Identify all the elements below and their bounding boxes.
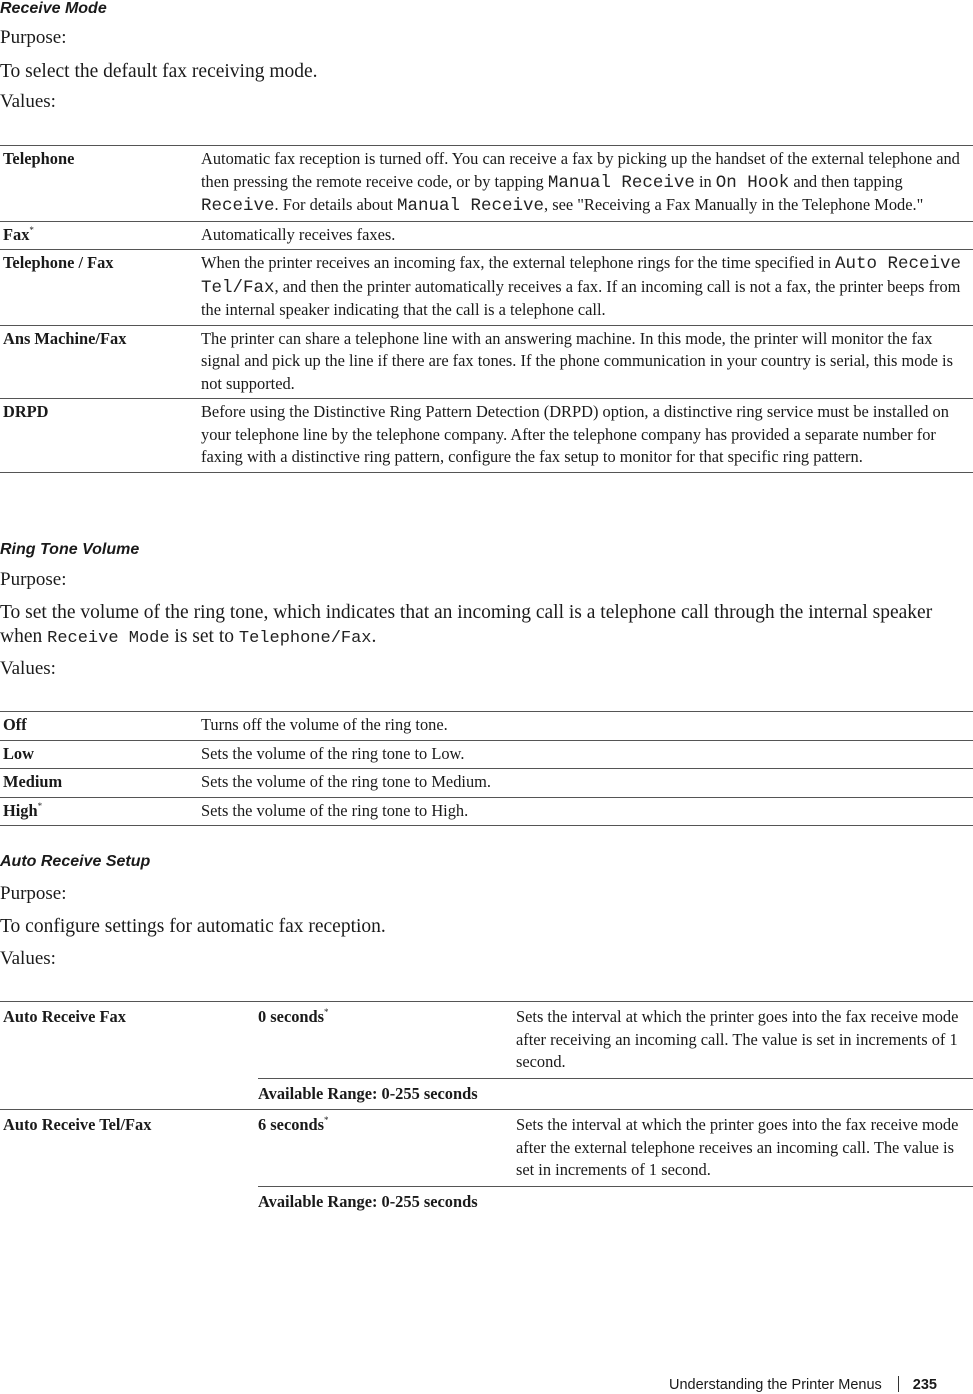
table-row xyxy=(0,797,973,826)
value-description: Turns off the volume of the ring tone. xyxy=(201,712,973,741)
setting-name: Auto Receive Fax xyxy=(3,1007,126,1026)
table-row xyxy=(0,1002,973,1079)
value-key: Fax* xyxy=(0,221,201,250)
value-description: Sets the volume of the ring tone to Medium. xyxy=(201,769,973,798)
values-label: Values: xyxy=(0,91,56,112)
purpose-text: To select the default fax receiving mode. xyxy=(0,61,318,82)
footer-divider xyxy=(898,1376,899,1392)
value-key: Medium xyxy=(0,769,201,798)
section-heading-receive-mode: Receive Mode xyxy=(0,0,107,17)
value-key: Off xyxy=(0,712,201,741)
default-marker: * xyxy=(324,1115,329,1125)
setting-name: Auto Receive Tel/Fax xyxy=(3,1115,152,1134)
value-description: When the printer receives an incoming fax, the external telephone rings for the time specified in Auto Receive Tel/Fax, and then the printer automatically receives a fax. If an incoming call is not a fax, the printer beeps from the internal speaker indicating that the call is a telephone call. xyxy=(201,250,973,326)
value-description: The printer can share a telephone line with an answering machine. In this mode, the printer will monitor the fax signal and pick up the line if there are fax tones. If the phone communication in your country is serial, this mode is not supported. xyxy=(201,325,973,399)
table-row xyxy=(0,740,973,769)
table-row xyxy=(0,221,973,250)
default-marker: * xyxy=(29,224,34,235)
value-key: Low xyxy=(0,740,201,769)
table-row xyxy=(0,769,973,798)
value-description: Automatically receives faxes. xyxy=(201,221,973,250)
value-description: Before using the Distinctive Ring Pattern Detection (DRPD) option, a distinctive ring service must be installed on your telephone line by the telephone company. After the telephone company has provided a separate number for faxing with a distinctive ring pattern, configure the fax setup to monitor for that specific ring pattern. xyxy=(201,399,973,473)
purpose-text: To set the volume of the ring tone, which indicates that an incoming call is a telephone call through the internal speaker when Receive Mode is set to Telephone/Fax. xyxy=(0,602,933,648)
value-description: Automatic fax reception is turned off. You can receive a fax by picking up the handset of the external telephone and then pressing the remote receive code, or by tapping Manual Receive in On Hook and then tapping Receive. For details about Manual Receive, see "Receiving a Fax Manually in the Telephone Mode." xyxy=(201,146,973,222)
table-row xyxy=(0,1110,973,1187)
default-marker: * xyxy=(324,1007,329,1017)
receive-mode-values-table xyxy=(0,145,973,473)
table-row xyxy=(0,399,973,473)
value-key: High* xyxy=(0,797,201,826)
values-label: Values: xyxy=(0,658,56,679)
page-footer xyxy=(669,1376,937,1394)
purpose-text: To configure settings for automatic fax reception. xyxy=(0,916,386,937)
available-range: Available Range: 0-255 seconds xyxy=(258,1083,478,1103)
table-row xyxy=(0,712,973,741)
ring-tone-values-table xyxy=(0,711,973,826)
value-key: Telephone xyxy=(0,146,201,222)
section-heading-auto-receive-setup: Auto Receive Setup xyxy=(0,853,151,870)
purpose-label: Purpose: xyxy=(0,27,67,48)
section-heading-ring-tone-volume: Ring Tone Volume xyxy=(0,541,140,558)
value-key: Ans Machine/Fax xyxy=(0,325,201,399)
purpose-label: Purpose: xyxy=(0,569,67,590)
table-row xyxy=(0,250,973,326)
page-number: 235 xyxy=(912,1377,937,1393)
table-row xyxy=(0,146,973,222)
available-range: Available Range: 0-255 seconds xyxy=(258,1191,478,1211)
default-marker: * xyxy=(37,800,43,811)
table-row xyxy=(0,325,973,399)
value-description: Sets the volume of the ring tone to Low. xyxy=(201,740,973,769)
value-key: Telephone / Fax xyxy=(0,250,201,326)
default-value: 6 seconds* xyxy=(258,1110,516,1187)
purpose-label: Purpose: xyxy=(0,883,67,904)
chapter-title: Understanding the Printer Menus xyxy=(669,1377,882,1393)
setting-description: Sets the interval at which the printer goes into the fax receive mode after the external telephone receives an incoming call. The value is set in increments of 1 second. xyxy=(516,1110,973,1187)
value-description: Sets the volume of the ring tone to High. xyxy=(201,797,973,826)
setting-description: Sets the interval at which the printer goes into the fax receive mode after receiving an incoming call. The value is set in increments of 1 second. xyxy=(516,1002,973,1079)
values-label: Values: xyxy=(0,948,56,969)
auto-receive-values-table xyxy=(0,1001,973,1217)
value-key: DRPD xyxy=(0,399,201,473)
default-value: 0 seconds* xyxy=(258,1002,516,1079)
